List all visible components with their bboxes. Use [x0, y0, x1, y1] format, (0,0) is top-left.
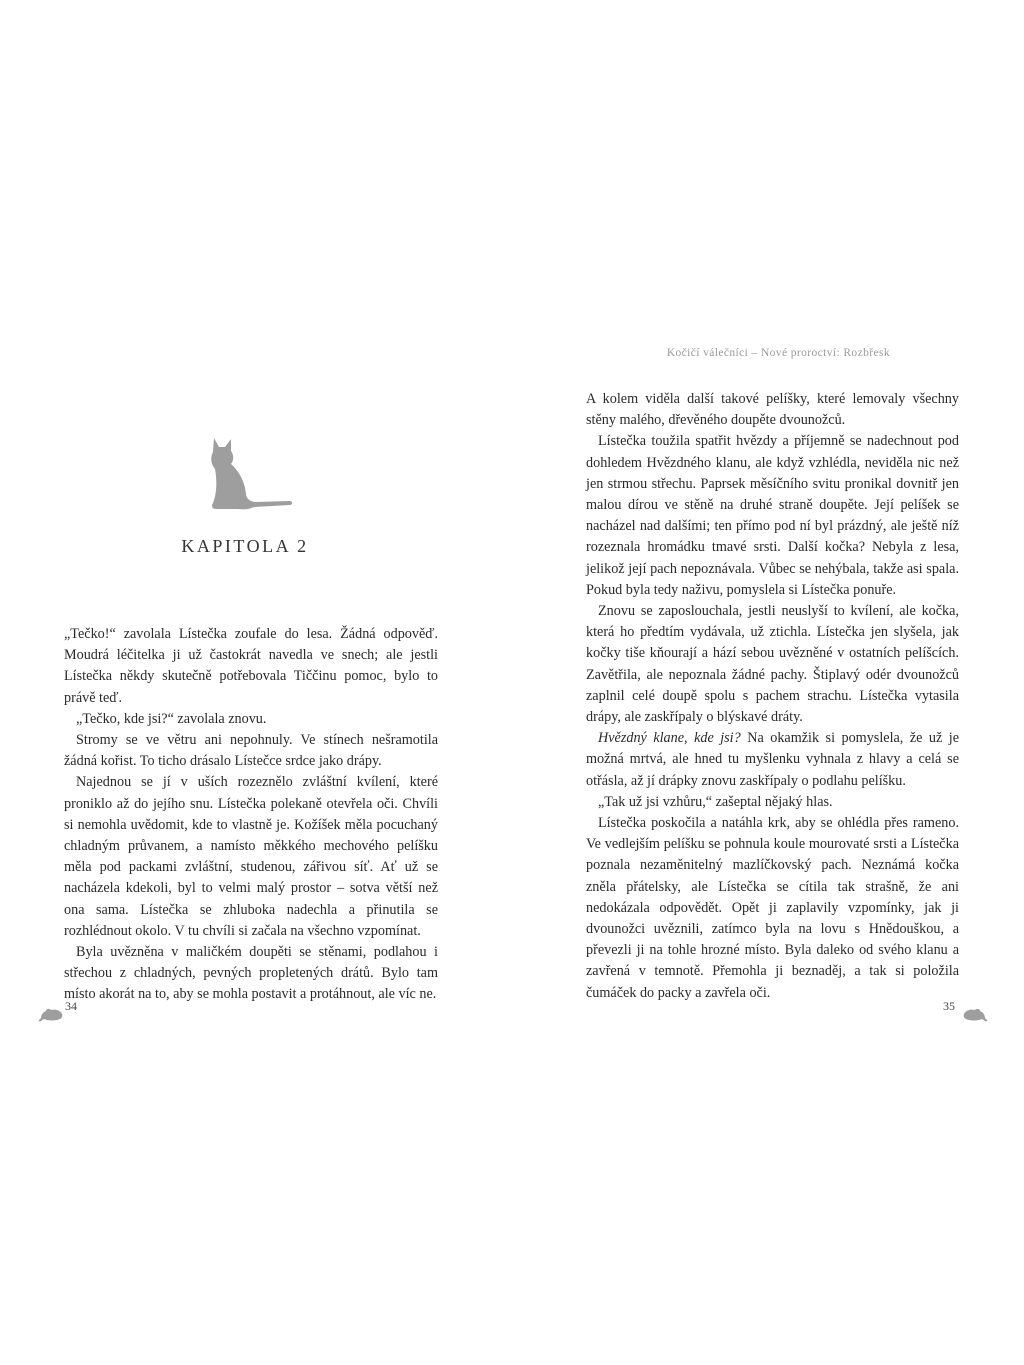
- paragraph: Znovu se zaposlouchala, jestli neuslyší to kvílení, ale kočka, která ho předtím vydávala, už ztichla. Lístečka jen slyšela, jak kočky tiše kňourají a hází sebou uvězněné v ostatních pelíšcích. Zavětřila, ale nepoznala žádné pachy. Štiplavý odér dvounožců zaplnil celé doupě spolu s pachem strachu. Lístečka vytasila drápy, ale zaskřípaly o blýskavé dráty.: [586, 603, 959, 726]
- mouse-icon: [38, 1008, 64, 1022]
- paragraph: „Tečko!“ zavolala Lístečka zoufale do lesa. Žádná odpověď. Moudrá léčitelka ji už častokrát navedla ve snech; ale jestli Lístečka někdy skutečně potřebovala Tiččinu pomoc, bylo to právě teď.: [64, 626, 438, 706]
- paragraph: „Tak už jsi vzhůru,“ zašeptal nějaký hlas.: [598, 793, 833, 810]
- page-number: 35: [943, 999, 955, 1013]
- paragraph: Stromy se ve větru ani nepohnuly. Ve stínech nešramotila žádná kořist. To ticho drásalo Lístečce srdce jako drápy.: [64, 732, 438, 770]
- paragraph: A kolem viděla další takové pelíšky, které lemovaly všechny stěny malého, dřevěného doupěte dvounožců.: [586, 391, 959, 429]
- paragraph: „Tečko, kde jsi?“ zavolala znovu.: [76, 710, 267, 727]
- paragraph-rest: Na okamžik si pomyslela, že už je možná mrtvá, ale hned tu myšlenku vyhnala z hlavy a celá se otřásla, až jí drápky znovu zaskřípaly o podlahu pelíšku.: [586, 730, 959, 789]
- mouse-icon: [962, 1008, 988, 1022]
- paragraph-italic-lead: [586, 728, 959, 792]
- paragraph: Najednou se jí v uších rozeznělo zvláštní kvílení, které proniklo až do jejího snu. Lístečka polekaně otevřela oči. Chvíli si nemohla uvědomit, kde to vlastně je. Kožíšek měla pocuchaný chladným průvanem, a namísto měkkého mechového pelíšku měla pod packami zvláštní, studenou, zářivou síť. Ať už se nacházela kdekoli, byl to velmi malý prostor – sotva větší než ona sama. Lístečka se zhluboka nadechla a přinutila se rozhlédnout okolo. V tu chvíli si začala na všechno vzpomínat.: [64, 774, 438, 939]
- chapter-title: KAPITOLA 2: [181, 536, 309, 556]
- running-header: Kočičí válečníci – Nové proroctví: Rozbřesk: [666, 347, 890, 359]
- cat-silhouette-icon: [204, 436, 296, 512]
- paragraph: Lístečka toužila spatřit hvězdy a příjemně se nadechnout pod dohledem Hvězdného klanu, ale když vzhlédla, neviděla nic než jen strmou střechu. Paprsek měsíčního svitu pronikal dovnitř jen malou dírou ve stěně na druhé straně doupěte. Její pelíšek se nacházel nad dalšími; ten přímo pod ní byl prázdný, ale ještě níž rozeznala hromádku tmavé srsti. Další kočka? Nebyla z lesa, jelikož její pach nepoznávala. Vůbec se nehýbala, takže asi spala. Pokud byla tedy naživu, pomyslela si Lístečka ponuře.: [586, 433, 959, 598]
- right-page: [512, 0, 1024, 1365]
- italic-thought: Hvězdný klane, kde jsi?: [598, 730, 741, 747]
- page-number: 34: [65, 999, 77, 1013]
- right-body-text: [586, 389, 959, 1004]
- paragraph: Byla uvězněna v maličkém doupěti se stěnami, podlahou i střechou z chladných, pevných propletených drátů. Bylo tam místo akorát na to, aby se mohla postavit a protáhnout, ale víc ne.: [64, 944, 438, 1003]
- left-body-text: [64, 624, 438, 1006]
- paragraph: Lístečka poskočila a natáhla krk, aby se ohlédla přes rameno. Ve vedlejším pelíšku se pohnula koule mourovaté srsti a Lístečka poznala nezaměnitelný mazlíčkovský pach. Neznámá kočka zněla přátelsky, ale Lístečka se cítila tak strašně, že ani nedokázala odpovědět. Opět ji zaplavily vzpomínky, jak ji dvounožci uvěznili, zatímco byla na lovu s Hnědouškou, a převezli ji na tohle hrozné místo. Byla daleko od svého klanu a zavřená v temnotě. Přemohla ji beznaděj, a tak si položila čumáček do packy a zavřela oči.: [586, 815, 959, 1001]
